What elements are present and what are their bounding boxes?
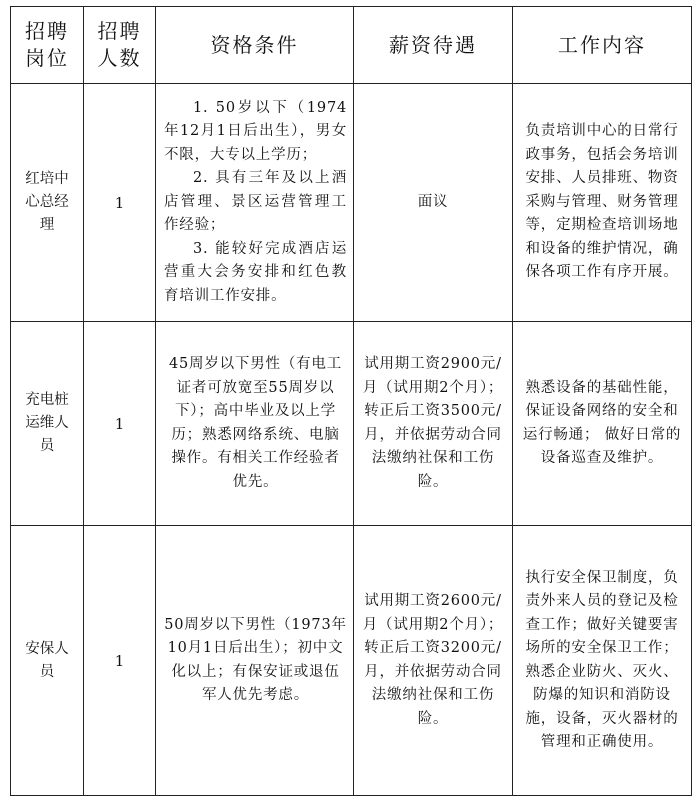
recruitment-table: [10, 6, 692, 796]
table-row: [11, 526, 692, 796]
table-row: [11, 84, 692, 322]
count-cell: 1: [84, 84, 156, 322]
salary-cell: 试用期工资2600元/月（试用期2个月）；转正后工资3200元/月，并依据劳动合同法缴纳社保和工伤险。: [354, 526, 513, 796]
post-cell: 充电桩运维人员: [11, 322, 84, 526]
requirement-item: 1. 50岁以下（1974年12月1日后出生），男女不限，大专以上学历；: [164, 99, 347, 163]
header-requirements: 资格条件: [156, 7, 354, 84]
table-row: [11, 322, 692, 526]
requirement-item: 3. 能较好完成酒店运营重大会务安排和红色教育培训工作安排。: [164, 240, 347, 304]
salary-cell: 试用期工资2900元/月（试用期2个月）；转正后工资3500元/月，并依据劳动合同法缴纳社保和工伤险。: [354, 322, 513, 526]
header-duties: 工作内容: [513, 7, 692, 84]
requirements-cell: 50周岁以下男性（1973年10月1日后出生）；初中文化以上；有保安证或退伍军人优先考虑。: [156, 526, 354, 796]
duties-cell: 负责培训中心的日常行政事务，包括会务培训安排、人员排班、物资采购与管理、财务管理等，定期检查培训场地和设备的维护情况，确保各项工作有序开展。: [513, 84, 692, 322]
header-count: [84, 7, 156, 84]
post-cell: 安保人员: [11, 526, 84, 796]
header-count-line1: 招聘: [97, 19, 142, 43]
header-post-line1: 招聘: [25, 19, 69, 43]
requirement-item: 2. 具有三年及以上酒店管理、景区运营管理工作经验；: [164, 170, 347, 234]
duties-cell: 熟悉设备的基础性能，保证设备网络的安全和运行畅通； 做好日常的设备巡查及维护。: [513, 322, 692, 526]
requirements-cell: 45周岁以下男性（有电工证者可放宽至55周岁以下）；高中毕业及以上学历；熟悉网络系统、电脑操作。有相关工作经验者优先。: [156, 322, 354, 526]
table-header-row: [11, 7, 692, 84]
count-cell: 1: [84, 526, 156, 796]
header-post: [11, 7, 84, 84]
salary-cell: 面议: [354, 84, 513, 322]
post-cell: 红培中心总经理: [11, 84, 84, 322]
requirements-cell: [156, 84, 354, 322]
duties-cell: 执行安全保卫制度，负责外来人员的登记及检查工作；做好关键要害场所的安全保卫工作； 熟悉企业防火、灭火、防爆的知识和消防设施，设备，灭火器材的管理和正确使用。: [513, 526, 692, 796]
header-salary: 薪资待遇: [354, 7, 513, 84]
header-count-line2: 人数: [97, 46, 142, 70]
count-cell: 1: [84, 322, 156, 526]
header-post-line2: 岗位: [25, 46, 69, 70]
